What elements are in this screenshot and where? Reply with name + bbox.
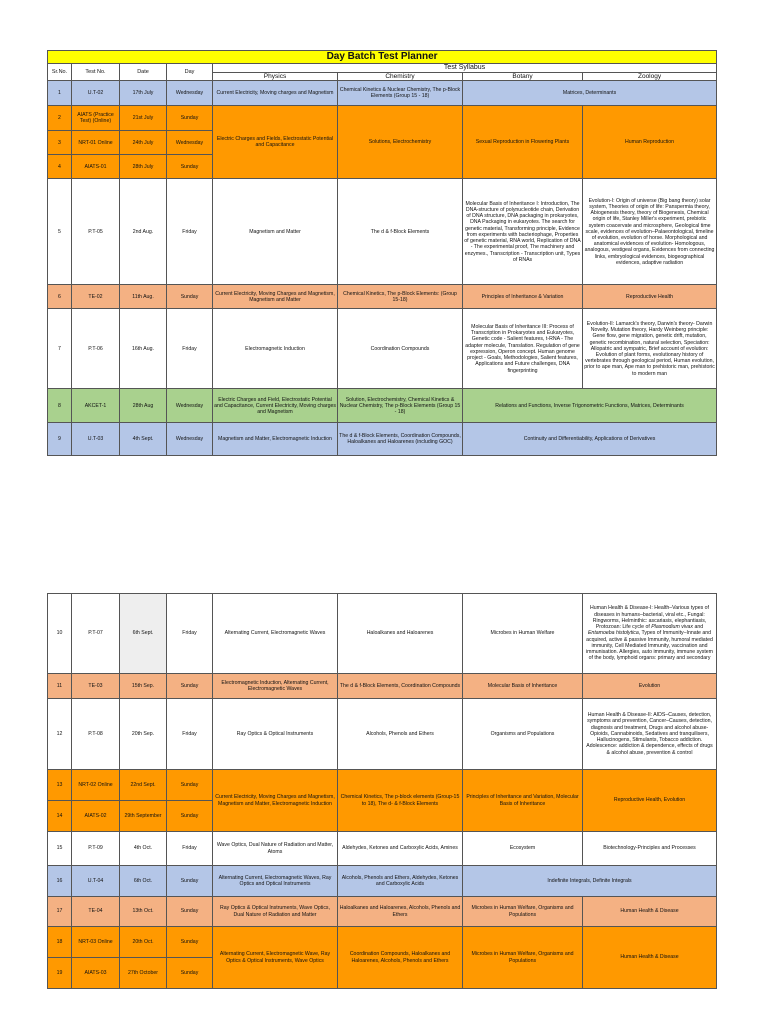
cell-date: 24th July: [120, 131, 167, 155]
cell-srno: 8: [48, 389, 72, 423]
cell-testno: NRT-03 Online: [72, 927, 120, 958]
cell-zoology: Human Health & Disease: [583, 927, 717, 989]
cell-physics: Current Electricity, Moving Charges and Magnetism, Magnetism and Matter: [213, 285, 338, 309]
cell-testno: TE-02: [72, 285, 120, 309]
cell-date: 11th Aug.: [120, 285, 167, 309]
cell-srno: 19: [48, 958, 72, 989]
cell-physics: Magnetism and Matter: [213, 179, 338, 285]
cell-botany: Molecular Basis of Inheritance I: Introduction, The DNA-structure of polynucleotide chain, Derivation of DNA structure, DNA packaging in prokaryotes, DNA Packaging in eukaryotes. The search for genetic material, Transforming principle, Evidence from experiments with bacteriophage, Properties of genetic material, RNA world, Replication of DNA - The experimental proof, The machinery and enzymes., Transcription - Transcription unit, Types of RNAs: [463, 179, 583, 285]
cell-botany: Sexual Reproduction in Flowering Plants: [463, 106, 583, 179]
cell-testno: AIATS-02: [72, 801, 120, 832]
cell-day: Wednesday: [167, 81, 213, 106]
cell-srno: 11: [48, 674, 72, 699]
table-row: [48, 179, 717, 285]
table-row: [48, 81, 717, 106]
cell-date: 22nd Sept.: [120, 770, 167, 801]
cell-chemistry: Chemical Kinetics, The p-block elements (Group-15 to 18), The d- & f-Block Elements: [338, 770, 463, 832]
cell-date: 6th Sept.: [120, 594, 167, 674]
zoology-text-italic-2: Entamoeba histolytica: [587, 630, 639, 637]
cell-physics: Alternating Current, Electromagnetic Wave, Ray Optics & Optical Instruments, Wave Optics: [213, 927, 338, 989]
cell-zoology: Evolution: [583, 674, 717, 699]
cell-maths: Matrices, Determinants: [463, 81, 717, 106]
cell-date: 20th Sep.: [120, 699, 167, 770]
cell-date: 17th July: [120, 81, 167, 106]
cell-testno: U.T-02: [72, 81, 120, 106]
cell-srno: 17: [48, 897, 72, 927]
cell-zoology: Human Health & Disease-II: AIDS–Causes, detection, symptoms and prevention, Cancer–Causes, detection, diagnosis and treatment, Drugs and alcohol abuse-Opioids, Cannabinoids, Sedatives and tranquilisers, Hallucinogens, Stimulants, Tobacco addiction. Adolescence: addiction & dependence, effects of drugs & alcohol abuse, prevention & control: [583, 699, 717, 770]
cell-date: 29th September: [120, 801, 167, 832]
cell-testno: U.T-04: [72, 866, 120, 897]
cell-day: Sunday: [167, 106, 213, 131]
cell-day: Sunday: [167, 155, 213, 179]
cell-srno: 13: [48, 770, 72, 801]
cell-day: Wednesday: [167, 389, 213, 423]
cell-zoology: Evolution-I: Origin of universe (Big bang theory) solar system, Theories of origin of life: Panspermia theory, Abiogenesis theory, theory of Biogenesis, Chemical origin of life, Stanley Miller's experiment, prebiotic system coacervate and microsphere, Geological time scale, evidences of evolution–Palaeontological, timeline of evolution, evolution of horse. Morphological and anatomical evidences of evolution- Homologous, analogous, vestigeal organs, Evidences from connecting links, embryological evidences, biogeographical evidences, adaptive radiation: [583, 179, 717, 285]
cell-srno: 6: [48, 285, 72, 309]
cell-botany: Principles of Inheritance and Variation, Molecular Basis of Inheritance: [463, 770, 583, 832]
cell-date: 13th Oct.: [120, 897, 167, 927]
cell-chemistry: Alcohols, Phenols and Ethers, Aldehydes, Ketones and Carboxylic Acids: [338, 866, 463, 897]
cell-chemistry: Chemical Kinetics, The p-Block Elements: (Group 15-18): [338, 285, 463, 309]
table-row: [48, 285, 717, 309]
cell-chemistry: Coordination Compounds, Haloalkanes and Haloarenes, Alcohols, Phenols and Ethers: [338, 927, 463, 989]
zoology-text-italic-1: Plasmodium vivax: [651, 624, 694, 631]
cell-physics: Ray Optics & Optical Instruments, Wave Optics, Dual Nature of Radiation and Matter: [213, 897, 338, 927]
cell-day: Sunday: [167, 674, 213, 699]
zoology-text-a: Human Health & Disease-I: Health–Various types of diseases in humans–bacterial, viral etc., Fungal: Ringworms, Helminthic: ascariasis, elephantiasis, Protozoan: Life cycle of: [590, 605, 709, 631]
cell-srno: 18: [48, 927, 72, 958]
cell-day: Friday: [167, 699, 213, 770]
cell-physics: Wave Optics, Dual Nature of Radiation and Matter, Atoms: [213, 832, 338, 866]
cell-srno: 7: [48, 309, 72, 389]
table-row: [48, 389, 717, 423]
cell-physics: Electromagnetic Induction: [213, 309, 338, 389]
cell-srno: 1: [48, 81, 72, 106]
cell-chemistry: Haloalkanes and Haloarenes, Alcohols, Phenols and Ethers: [338, 897, 463, 927]
cell-srno: 16: [48, 866, 72, 897]
cell-testno: AKCET-1: [72, 389, 120, 423]
cell-testno: AIATS-03: [72, 958, 120, 989]
header-srno: Sr.No.: [48, 64, 72, 81]
cell-date: 6th Oct.: [120, 866, 167, 897]
table-row: [48, 674, 717, 699]
cell-chemistry: Coordination Compounds: [338, 309, 463, 389]
cell-testno: TE-03: [72, 674, 120, 699]
table-row: [48, 866, 717, 897]
cell-testno: P.T-06: [72, 309, 120, 389]
cell-srno: 5: [48, 179, 72, 285]
cell-zoology: Reproductive Health, Evolution: [583, 770, 717, 832]
cell-zoology: Human Reproduction: [583, 106, 717, 179]
table-row: [48, 309, 717, 389]
cell-srno: 9: [48, 423, 72, 456]
cell-physics: Electric Charges and Fields, Electrostatic Potential and Capacitance: [213, 106, 338, 179]
cell-date: 15th Sep.: [120, 674, 167, 699]
cell-srno: 4: [48, 155, 72, 179]
cell-day: Friday: [167, 309, 213, 389]
cell-chemistry: The d & f-Block Elements, Coordination Compounds: [338, 674, 463, 699]
cell-day: Wednesday: [167, 423, 213, 456]
cell-botany: Principles of Inheritance & Variation: [463, 285, 583, 309]
cell-zoology: Biotechnology-Principles and Processes: [583, 832, 717, 866]
cell-maths: Indefinite Integrals, Definite Integrals: [463, 866, 717, 897]
cell-chemistry: The d & f-Block Elements, Coordination Compounds, Haloalkanes and Haloarenes (including GOC): [338, 423, 463, 456]
cell-zoology: Reproductive Health: [583, 285, 717, 309]
cell-date: 2nd Aug.: [120, 179, 167, 285]
zoology-text-b: , Types of Immunity–Innate and acquired, active & passive Immunity, humoral mediated immunity, Cell Mediated Immunity, vaccination and immunisation. Allergies, auto immunity, immune system of the body, lymphoid organs: primary and secondary: [585, 630, 714, 662]
planner-title: Day Batch Test Planner: [48, 51, 717, 64]
cell-date: 28th Aug: [120, 389, 167, 423]
zoology-text-mid: and: [693, 624, 704, 631]
cell-botany: Molecular Basis of Inheritance: [463, 674, 583, 699]
table-row: [48, 897, 717, 927]
cell-botany: Microbes in Human Welfare, Organisms and Populations: [463, 897, 583, 927]
header-syllabus: Test Syllabus: [213, 64, 717, 73]
cell-botany: Microbes in Human Welfare, Organisms and Populations: [463, 927, 583, 989]
cell-zoology: Evolution-II: Lamarck's theory, Darwin's theory- Darwin Novelty. Mutation theory, Hardy Weinberg principle: Gene flow, gene migration, genetic drift, mutation, genetic recombination, natural selection, Speciation: Allopatric and sympatric, Brief account of evolution: Evolution of plant forms, evolutionary history of vertebrates through geological period, Human evolution, prior to ape man, Ape man to prehistoric man, prehistoric to modern man: [583, 309, 717, 389]
table-row: [48, 927, 717, 958]
table-row: [48, 832, 717, 866]
cell-day: Sunday: [167, 285, 213, 309]
cell-srno: 3: [48, 131, 72, 155]
cell-day: Friday: [167, 594, 213, 674]
cell-chemistry: Aldehydes, Ketones and Carboxylic Acids, Amines: [338, 832, 463, 866]
cell-testno: TE-04: [72, 897, 120, 927]
cell-chemistry: Solutions, Electrochemistry: [338, 106, 463, 179]
cell-date: 20th Oct.: [120, 927, 167, 958]
cell-date: 27th October: [120, 958, 167, 989]
cell-date: 21st July: [120, 106, 167, 131]
cell-day: Friday: [167, 832, 213, 866]
cell-day: Sunday: [167, 927, 213, 958]
cell-testno: P.T-08: [72, 699, 120, 770]
cell-botany: Molecular Basis of Inheritance III: Process of Transcription in Prokaryotes and Eukaryotes, Genetic code - Salient features, t-RNA - The adapter molecule, Translation. Regulation of gene expression, Operon concept. Human genome project - Goals, Methodologies, Salient features, Applications and Future challenges, DNA fingerprinting: [463, 309, 583, 389]
cell-zoology: [583, 594, 717, 674]
header-botany: Botany: [463, 73, 583, 81]
cell-day: Sunday: [167, 866, 213, 897]
cell-testno: NRT-02 Online: [72, 770, 120, 801]
cell-testno: P.T-09: [72, 832, 120, 866]
cell-botany: Organisms and Populations: [463, 699, 583, 770]
cell-srno: 10: [48, 594, 72, 674]
cell-day: Sunday: [167, 801, 213, 832]
table-row: [48, 106, 717, 131]
cell-testno: P.T-05: [72, 179, 120, 285]
cell-day: Sunday: [167, 897, 213, 927]
cell-physics: Electromagnetic Induction, Alternating Current, Electromagnetic Waves: [213, 674, 338, 699]
cell-testno: NRT-01 Online: [72, 131, 120, 155]
table-row: [48, 423, 717, 456]
cell-date: 28th July: [120, 155, 167, 179]
cell-physics: Current Electricity, Moving Charges and Magnetism, Magnetism and Matter, Electromagnetic Induction: [213, 770, 338, 832]
cell-physics: Ray Optics & Optical Instruments: [213, 699, 338, 770]
cell-physics: Alternating Current, Electromagnetic Waves, Ray Optics and Optical Instruments: [213, 866, 338, 897]
header-chemistry: Chemistry: [338, 73, 463, 81]
test-planner-table-2: [47, 593, 717, 989]
cell-date: 4th Sept.: [120, 423, 167, 456]
cell-physics: Current Electricity, Moving charges and Magnetism: [213, 81, 338, 106]
test-planner-table-1: [47, 50, 717, 456]
cell-maths: Relations and Functions, Inverse Trigonometric Functions, Matrices, Determinants: [463, 389, 717, 423]
cell-chemistry: Alcohols, Phenols and Ethers: [338, 699, 463, 770]
header-testno: Test No.: [72, 64, 120, 81]
cell-chemistry: The d & f-Block Elements: [338, 179, 463, 285]
cell-srno: 2: [48, 106, 72, 131]
cell-testno: P.T-07: [72, 594, 120, 674]
cell-srno: 12: [48, 699, 72, 770]
cell-chemistry: Chemical Kinetics & Nuclear Chemistry, The p-Block Elements (Group 15 - 18): [338, 81, 463, 106]
cell-srno: 15: [48, 832, 72, 866]
header-day: Day: [167, 64, 213, 81]
cell-testno: AIATS (Practice Test) (Online): [72, 106, 120, 131]
table-row: [48, 594, 717, 674]
cell-zoology: Human Health & Disease: [583, 897, 717, 927]
cell-srno: 14: [48, 801, 72, 832]
cell-testno: AIATS-01: [72, 155, 120, 179]
table-row: [48, 699, 717, 770]
cell-date: 16th Aug.: [120, 309, 167, 389]
header-zoology: Zoology: [583, 73, 717, 81]
header-date: Date: [120, 64, 167, 81]
cell-date: 4th Oct.: [120, 832, 167, 866]
cell-day: Friday: [167, 179, 213, 285]
cell-physics: Magnetism and Matter, Electromagnetic Induction: [213, 423, 338, 456]
cell-physics: Alternating Current, Electromagnetic Waves: [213, 594, 338, 674]
cell-chemistry: Solution, Electrochemistry, Chemical Kinetics & Nuclear Chemistry, The p-Block Elements (Group 15 - 18): [338, 389, 463, 423]
cell-testno: U.T-03: [72, 423, 120, 456]
cell-day: Sunday: [167, 770, 213, 801]
cell-physics: Electric Charges and Field, Electrostatic Potential and Capacitance, Current Electricity, Moving charges and Magnetism: [213, 389, 338, 423]
table-row: [48, 770, 717, 801]
cell-botany: Ecosystem: [463, 832, 583, 866]
cell-day: Sunday: [167, 958, 213, 989]
cell-chemistry: Haloalkanes and Haloarenes: [338, 594, 463, 674]
cell-botany: Microbes in Human Welfare: [463, 594, 583, 674]
header-physics: Physics: [213, 73, 338, 81]
cell-day: Wednesday: [167, 131, 213, 155]
cell-maths: Continuity and Differentiability, Applications of Derivatives: [463, 423, 717, 456]
